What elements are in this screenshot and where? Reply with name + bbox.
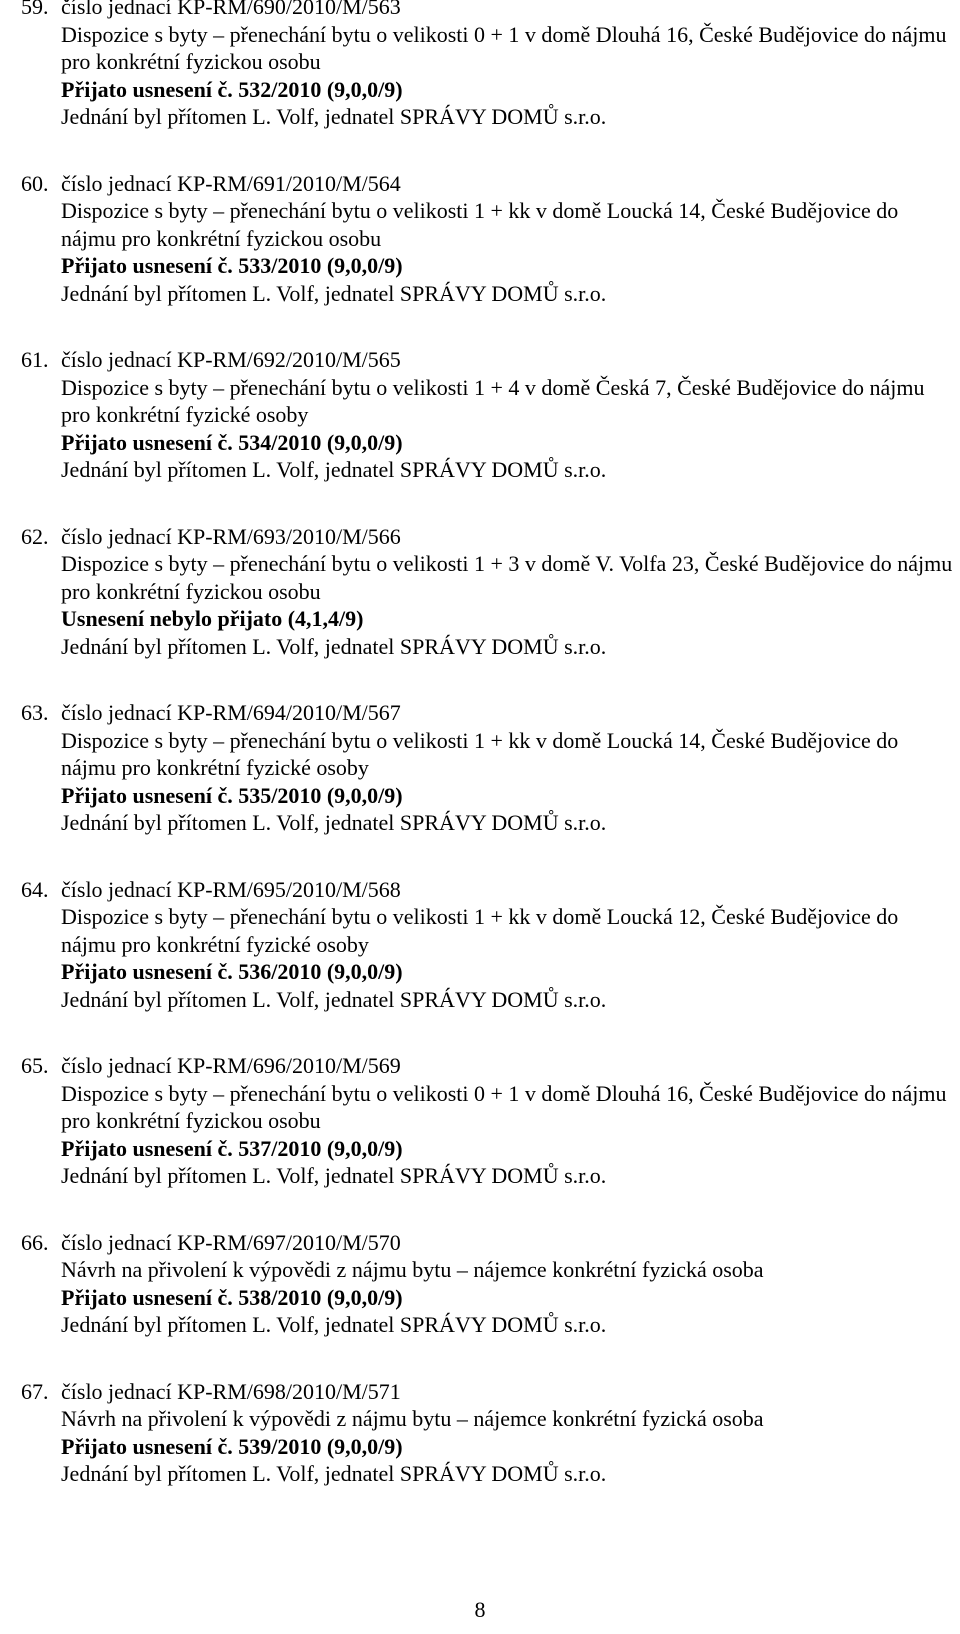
item-description: Dispozice s byty – přenechání bytu o velikosti 1 + 4 v domě Česká 7, České Budějovice do nájmu pro konkrétní fyzické osoby [61,374,925,427]
page-number: 8 [474,1597,486,1622]
item-reference: číslo jednací KP-RM/696/2010/M/569 [61,1053,401,1078]
item-number: 67. [21,1378,49,1404]
item-number: 61. [21,347,49,372]
item-attendance: Jednání byl přítomen L. Volf, jednatel SPRÁVY DOMŮ s.r.o. [61,810,607,835]
item-body [61,1229,956,1339]
item-resolution: Přijato usnesení č. 533/2010 (9,0,0/9) [61,253,403,278]
item-description: Dispozice s byty – přenechání bytu o velikosti 0 + 1 v domě Dlouhá 16, České Budějovice do nájmu pro konkrétní fyzickou osobu [61,21,947,74]
item-attendance: Jednání byl přítomen L. Volf, jednatel SPRÁVY DOMŮ s.r.o. [61,986,607,1012]
item-resolution: Usnesení nebylo přijato (4,1,4/9) [61,606,364,631]
item-number: 66. [21,1229,49,1255]
item-description: Dispozice s byty – přenechání bytu o velikosti 1 + kk v domě Loucká 14, České Budějovice do nájmu pro konkrétní fyzické osoby [61,727,899,780]
item-body [61,699,956,837]
item-reference: číslo jednací KP-RM/691/2010/M/564 [61,170,401,196]
item-reference: číslo jednací KP-RM/698/2010/M/571 [61,1378,401,1404]
item-reference: číslo jednací KP-RM/695/2010/M/568 [61,876,401,902]
agenda-item [0,170,960,347]
item-body [61,170,956,308]
item-number: 60. [21,170,49,196]
item-attendance: Jednání byl přítomen L. Volf, jednatel SPRÁVY DOMŮ s.r.o. [61,280,607,306]
item-resolution: Přijato usnesení č. 535/2010 (9,0,0/9) [61,782,403,808]
item-body [61,346,956,484]
agenda-item [0,523,960,700]
item-resolution: Přijato usnesení č. 536/2010 (9,0,0/9) [61,959,403,984]
item-body [61,0,956,131]
agenda-item [0,1378,960,1527]
agenda-item [0,1229,960,1378]
item-description: Dispozice s byty – přenechání bytu o velikosti 1 + kk v domě Loucká 14, České Budějovice do nájmu pro konkrétní fyzickou osobu [61,198,899,251]
agenda-item [0,1052,960,1229]
item-body [61,876,956,1014]
item-attendance: Jednání byl přítomen L. Volf, jednatel SPRÁVY DOMŮ s.r.o. [61,633,607,659]
item-attendance: Jednání byl přítomen L. Volf, jednatel SPRÁVY DOMŮ s.r.o. [61,104,607,129]
item-description: Návrh na přivolení k výpovědi z nájmu bytu – nájemce konkrétní fyzická osoba [61,1257,764,1282]
item-body [61,523,956,661]
agenda-item [0,876,960,1053]
item-number: 59. [21,0,49,19]
item-description: Dispozice s byty – přenechání bytu o velikosti 1 + 3 v domě V. Volfa 23, České Budějovice do nájmu pro konkrétní fyzickou osobu [61,551,953,604]
item-reference: číslo jednací KP-RM/692/2010/M/565 [61,347,401,372]
item-body [61,1052,956,1190]
item-resolution: Přijato usnesení č. 537/2010 (9,0,0/9) [61,1135,403,1161]
item-resolution: Přijato usnesení č. 538/2010 (9,0,0/9) [61,1284,403,1310]
item-number: 62. [21,523,49,549]
item-reference: číslo jednací KP-RM/693/2010/M/566 [61,523,401,549]
agenda-item [0,699,960,876]
item-number: 63. [21,700,49,725]
agenda-item [0,0,960,170]
item-number: 65. [21,1053,49,1078]
item-resolution: Přijato usnesení č. 539/2010 (9,0,0/9) [61,1433,403,1459]
item-reference: číslo jednací KP-RM/690/2010/M/563 [61,0,401,19]
item-attendance: Jednání byl přítomen L. Volf, jednatel SPRÁVY DOMŮ s.r.o. [61,1163,607,1188]
item-body [61,1378,956,1488]
item-reference: číslo jednací KP-RM/697/2010/M/570 [61,1229,401,1255]
item-resolution: Přijato usnesení č. 532/2010 (9,0,0/9) [61,76,403,102]
agenda-item [0,346,960,523]
item-number: 64. [21,876,49,902]
item-description: Dispozice s byty – přenechání bytu o velikosti 1 + kk v domě Loucká 12, České Budějovice do nájmu pro konkrétní fyzické osoby [61,904,899,957]
item-attendance: Jednání byl přítomen L. Volf, jednatel SPRÁVY DOMŮ s.r.o. [61,1461,607,1486]
item-attendance: Jednání byl přítomen L. Volf, jednatel SPRÁVY DOMŮ s.r.o. [61,1312,607,1337]
item-description: Návrh na přivolení k výpovědi z nájmu bytu – nájemce konkrétní fyzická osoba [61,1406,764,1431]
item-resolution: Přijato usnesení č. 534/2010 (9,0,0/9) [61,429,403,455]
item-description: Dispozice s byty – přenechání bytu o velikosti 0 + 1 v domě Dlouhá 16, České Budějovice do nájmu pro konkrétní fyzickou osobu [61,1080,947,1133]
item-reference: číslo jednací KP-RM/694/2010/M/567 [61,700,401,725]
item-attendance: Jednání byl přítomen L. Volf, jednatel SPRÁVY DOMŮ s.r.o. [61,457,607,482]
